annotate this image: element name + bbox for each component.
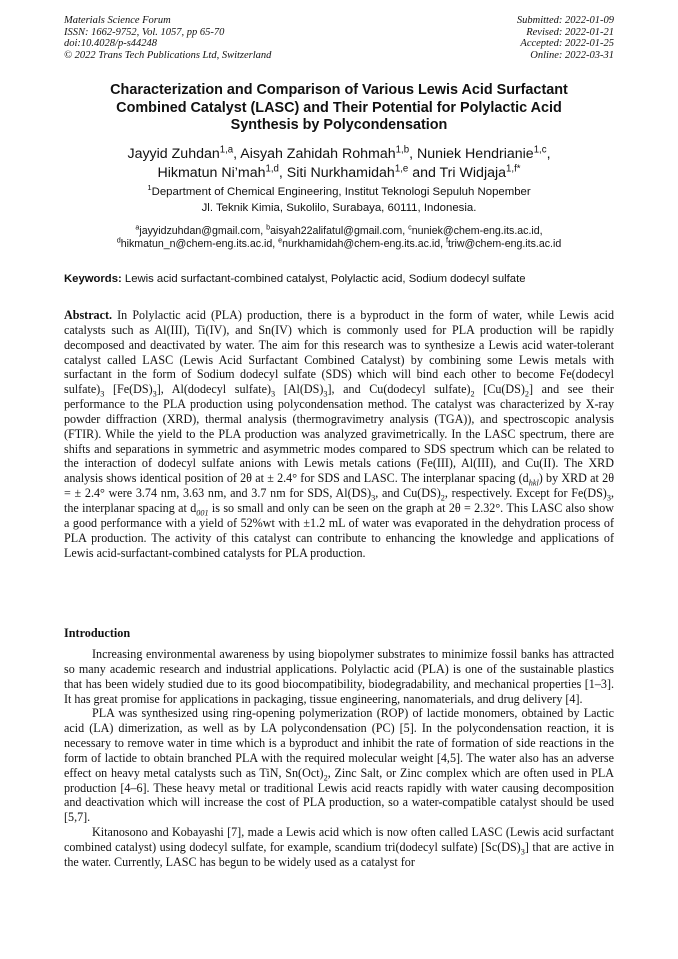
submitted-date: Submitted: 2022-01-09 bbox=[516, 15, 614, 26]
title-line: Characterization and Comparison of Various Lewis Acid Surfactant bbox=[110, 82, 568, 98]
affiliation-mark: 1 bbox=[147, 183, 152, 193]
paragraph: PLA was synthesized using ring-opening polymerization (ROP) of lactide monomers, obtained by Lactic acid (LA) dimerization, as well as by LA polycondensation (PC) [5]. In the polycondensation reaction, it is necessary to remove water in time which is a byproduct and inhibit the rate of formation of side reactions in the form of lactide to obtain branched PLA with the required molecular weight [4,5]. The water also has an adverse effect on heavy metal catalysts such as TiN, $Sn(Oct)_2$, Zinc Salt, or Zinc complex which are often used in PLA production [4–6]. These heavy metal or traditional Lewis acid reacts rapidly with water causing decomposition and deactivation which will increase the cost of PLA production, so a water-compatible catalyst should be used [5,7]. bbox=[64, 706, 614, 825]
abstract: Abstract. In Polylactic acid (PLA) production, there is a byproduct in the form of water, while Lewis acid catalysts such as Al(III), Ti(IV), and Sn(IV) which is commonly used for PLA production will be rapidly decomposed and deactivated by water. The aim for this research was to synthesize a Lewis acid water-tolerant catalyst called LASC (Lewis Acid Surfactant Combined Catalyst) by combining some Lewis metals with surfactant in the form of Sodium dodecyl sulfate (SDS) which will bind each other to become Fe(dodecyl $sulfate)_3$ $[Fe(DS)_3]$, Al(dodecyl $sulfate)_3$ $[Al(DS)_3]$, and Cu(dodecyl $sulfate)_2$ $[Cu(DS)_2]$ and see their performance to the PLA production using polycondensation method. The catalyst was characterized by X-ray powder diffraction (XRD), thermal analysis (thermogravimetry analysis (TGA)), and spectroscopic analysis (FTIR). While the yield to the PLA production was analyzed gravimetrically. In the LASC spectrum, there are shifts and separations in symmetric and asymmetric modes compared to SDS spectrum which can be related to the interaction of dodecyl sulfate anions with Lewis metals cations (Fe(III), Al(III), and Cu(II). The XRD analysis shows identical position of 2θ at ± 2.4° for SDS and LASC. The interplanar spacing $(d_{hkl})$ by XRD at 2θ = ± 2.4° were 3.74 nm, 3.63 nm, and 3.7 nm for SDS, $Al(DS)_3$, and $Cu(DS)_2$, respectively. Except for $Fe(DS)_3$, the interplanar spacing at $d_{001}$ is so small and only can be seen on the graph at 2θ = 2.32°. This LASC also show a good performance with a yield of 52%wt with ±1.2 mL of water was evaporated in the dehydration process of PLA production. The activity of this catalyst can contribute to enhancing the knowledge and applications of Lewis acid-surfactant-combined catalysts for PLA production. bbox=[64, 308, 614, 560]
keywords-label: Keywords: bbox=[64, 273, 122, 285]
paragraph: Increasing environmental awareness by using biopolymer substrates to minimize fossil banks has attracted so many academic research and industrial applications. Polylactic acid (PLA) is one of the sustainable plastics that has been widely studied due to its good biocompatibility, biodegradability, and mechanical properties [1–3]. It has great promise for applications in packaging, tissue engineering, nanomaterials, and drug delivery [4]. bbox=[64, 647, 614, 706]
author-name: Nuniek Hendrianie bbox=[416, 146, 534, 162]
email-link[interactable]: nurkhamidah@chem-eng.its.ac.id, bbox=[282, 238, 444, 251]
author-affil-mark: 1,d bbox=[265, 162, 279, 174]
keywords-text: Lewis acid surfactant-combined catalyst, Polylactic acid, Sodium dodecyl sulfate bbox=[124, 273, 526, 285]
email-link[interactable]: aisyah22alifatul@gmail.com, bbox=[270, 225, 406, 237]
author-name: Jayyid Zuhdan bbox=[127, 146, 220, 162]
author-affil-mark: 1,f* bbox=[506, 162, 521, 174]
journal-info bbox=[64, 15, 271, 61]
dates-info bbox=[517, 15, 614, 61]
author-list: Jayyid Zuhdan$^{1,a}$, Aisyah Zahidah Rohmah$^{1,b}$, Nuniek Hendrianie$^{1,c}$, Hikmatun Ni’mah$^{1,d}$, Siti Nurkhamidah$^{1,e}$ and Tri Widjaja$^{1,f*}$ bbox=[127, 144, 551, 181]
copyright-line: © 2022 Trans Tech Publications Ltd, Switzerland bbox=[64, 49, 272, 61]
affiliation-department: Department of Chemical Engineering, Institut Teknologi Sepuluh Nopember bbox=[151, 186, 531, 198]
journal-name: Materials Science Forum bbox=[64, 15, 171, 26]
issn-line: ISSN: 1662-9752, Vol. 1057, pp 65-70 bbox=[64, 26, 225, 38]
affiliation bbox=[64, 185, 614, 216]
revised-date: Revised: 2022-01-21 bbox=[526, 26, 614, 38]
author-emails: $^a$jayyidzuhdan@gmail.com, $^b$aisyah22alifatul@gmail.com, $^c$nuniek@chem-eng.its.ac.id, $^d$hikmatun_n@chem-eng.its.ac.id, $^e$nurkhamidah@chem-eng.its.ac.id, $^f$triw@chem-eng.its.ac.id bbox=[116, 222, 562, 251]
author-name: Aisyah Zahidah Rohmah bbox=[240, 146, 396, 162]
email-link[interactable]: jayyidzuhdan@gmail.com, bbox=[139, 225, 264, 237]
author-affil-mark: 1,c bbox=[533, 144, 547, 156]
author-and: and bbox=[412, 164, 436, 181]
abstract-label: Abstract. bbox=[64, 308, 113, 322]
author-name: Hikmatun Ni’mah bbox=[157, 164, 266, 181]
email-link[interactable]: triw@chem-eng.its.ac.id bbox=[448, 238, 562, 251]
keywords bbox=[64, 272, 624, 286]
affiliation-address: Jl. Teknik Kimia, Sukolilo, Surabaya, 60111, Indonesia. bbox=[201, 201, 477, 214]
author-affil-mark: 1,e bbox=[394, 162, 409, 174]
author-name: Tri Widjaja bbox=[439, 164, 507, 181]
author-affil-mark: 1,b bbox=[395, 144, 410, 156]
email-link[interactable]: nuniek@chem-eng.its.ac.id, bbox=[411, 225, 543, 237]
accepted-date: Accepted: 2022-01-25 bbox=[520, 38, 614, 50]
author-name: Siti Nurkhamidah bbox=[286, 164, 395, 181]
author-affil-mark: 1,a bbox=[219, 144, 234, 156]
online-date: Online: 2022-03-31 bbox=[530, 49, 614, 61]
title-line: Combined Catalyst (LASC) and Their Potential for Polylactic Acid bbox=[116, 99, 562, 116]
paragraph: Kitanosono and Kobayashi [7], made a Lewis acid which is now often called LASC (Lewis acid surfactant combined catalyst) using dodecyl sulfate, for example, scandium tri(dodecyl sulfate) $[Sc(DS)_3]$ that are active in the water. Currently, LASC has begun to be widely used as a catalyst for bbox=[64, 825, 614, 869]
introduction-body bbox=[64, 647, 614, 870]
title-line: Synthesis by Polycondensation bbox=[230, 117, 448, 134]
paper-title bbox=[64, 82, 614, 135]
section-heading: Introduction bbox=[64, 626, 131, 640]
doi-line: doi:10.4028/p-s44248 bbox=[64, 38, 158, 50]
email-link[interactable]: hikmatun_n@chem-eng.its.ac.id, bbox=[120, 238, 276, 251]
